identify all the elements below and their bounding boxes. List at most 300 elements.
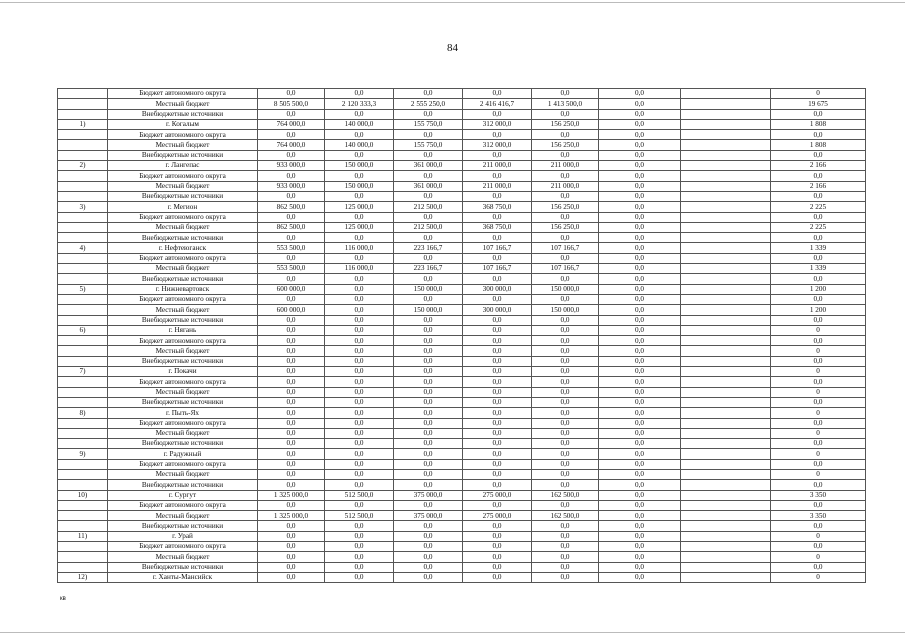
col-result: 3 350 [771,511,866,521]
col-year-3: 0,0 [463,408,532,418]
col-year-2: 212 500,0 [394,202,463,212]
col-year-5: 0,0 [599,284,681,294]
col-result: 0,0 [771,130,866,140]
col-year-2: 361 000,0 [394,161,463,171]
col-year-4: 211 000,0 [532,181,599,191]
row-number [58,418,108,428]
col-result: 0,0 [771,109,866,119]
col-year-2: 0,0 [394,212,463,222]
table-row [58,542,866,552]
col-year-3: 211 000,0 [463,161,532,171]
row-number [58,274,108,284]
col-year-4: 107 166,7 [532,243,599,253]
col-year-2: 0,0 [394,367,463,377]
col-total: 0,0 [258,542,325,552]
col-year-5: 0,0 [599,181,681,191]
col-result: 0 [771,346,866,356]
col-year-2: 0,0 [394,439,463,449]
col-year-4: 0,0 [532,542,599,552]
table-row [58,140,866,150]
row-label: Внебюджетные источники [108,480,258,490]
col-year-5: 0,0 [599,274,681,284]
col-year-1: 0,0 [325,336,394,346]
col-year-1: 0,0 [325,89,394,99]
col-blank [681,500,771,510]
col-year-3: 0,0 [463,315,532,325]
row-label: Внебюджетные источники [108,356,258,366]
table-row [58,89,866,99]
row-number [58,387,108,397]
table-row [58,397,866,407]
col-blank [681,243,771,253]
col-year-1: 0,0 [325,274,394,284]
col-year-4: 162 500,0 [532,490,599,500]
col-blank [681,294,771,304]
col-year-3: 0,0 [463,233,532,243]
col-blank [681,418,771,428]
row-number [58,428,108,438]
col-year-1: 116 000,0 [325,243,394,253]
row-number [58,542,108,552]
col-year-5: 0,0 [599,562,681,572]
col-year-3: 0,0 [463,521,532,531]
col-year-3: 211 000,0 [463,181,532,191]
col-total: 0,0 [258,377,325,387]
col-result: 1 339 [771,264,866,274]
col-year-3: 0,0 [463,253,532,263]
col-year-4: 156 250,0 [532,140,599,150]
col-year-4: 0,0 [532,480,599,490]
col-blank [681,408,771,418]
col-year-2: 0,0 [394,521,463,531]
col-year-4: 0,0 [532,356,599,366]
col-result: 0,0 [771,356,866,366]
row-label: Бюджет автономного округа [108,500,258,510]
col-year-5: 0,0 [599,449,681,459]
col-year-4: 0,0 [532,325,599,335]
table-row [58,356,866,366]
col-blank [681,274,771,284]
table-row [58,264,866,274]
col-year-3: 0,0 [463,397,532,407]
row-label: г. Радужный [108,449,258,459]
col-year-5: 0,0 [599,253,681,263]
col-result: 0,0 [771,521,866,531]
row-number [58,377,108,387]
row-number [58,212,108,222]
table-row [58,171,866,181]
col-result: 1 808 [771,140,866,150]
col-total: 0,0 [258,253,325,263]
col-result: 0,0 [771,397,866,407]
row-label: Бюджет автономного округа [108,294,258,304]
col-result: 0,0 [771,500,866,510]
col-year-1: 0,0 [325,367,394,377]
row-label: Бюджет автономного округа [108,212,258,222]
col-blank [681,140,771,150]
row-number [58,521,108,531]
col-total: 0,0 [258,325,325,335]
col-year-3: 0,0 [463,562,532,572]
col-year-3: 0,0 [463,387,532,397]
col-year-2: 361 000,0 [394,181,463,191]
col-year-5: 0,0 [599,243,681,253]
col-result: 0,0 [771,542,866,552]
row-number [58,150,108,160]
col-total: 764 000,0 [258,140,325,150]
col-year-4: 0,0 [532,387,599,397]
row-number [58,511,108,521]
col-year-2: 0,0 [394,480,463,490]
col-total: 862 500,0 [258,202,325,212]
col-blank [681,233,771,243]
row-number [58,305,108,315]
col-year-1: 0,0 [325,325,394,335]
col-result: 0 [771,428,866,438]
col-result: 0,0 [771,459,866,469]
row-number [58,140,108,150]
col-year-3: 0,0 [463,572,532,582]
col-total: 764 000,0 [258,119,325,129]
row-number [58,346,108,356]
col-year-2: 155 750,0 [394,119,463,129]
col-year-4: 156 250,0 [532,202,599,212]
table-row [58,305,866,315]
col-year-1: 0,0 [325,284,394,294]
col-year-1: 2 120 333,3 [325,99,394,109]
col-year-5: 0,0 [599,439,681,449]
col-year-2: 212 500,0 [394,222,463,232]
table-row [58,150,866,160]
row-number: 7) [58,367,108,377]
col-year-5: 0,0 [599,161,681,171]
col-blank [681,562,771,572]
col-blank [681,511,771,521]
row-label: Местный бюджет [108,305,258,315]
col-total: 0,0 [258,397,325,407]
table-row [58,253,866,263]
table-row [58,439,866,449]
col-total: 553 500,0 [258,243,325,253]
col-result: 2 225 [771,222,866,232]
col-result: 0,0 [771,562,866,572]
row-label: Местный бюджет [108,346,258,356]
col-result: 2 166 [771,161,866,171]
col-year-4: 1 413 500,0 [532,99,599,109]
table-row [58,552,866,562]
col-total: 0,0 [258,552,325,562]
col-year-5: 0,0 [599,459,681,469]
row-number [58,552,108,562]
col-blank [681,171,771,181]
col-blank [681,397,771,407]
table-row [58,212,866,222]
col-year-1: 0,0 [325,459,394,469]
col-total: 553 500,0 [258,264,325,274]
col-blank [681,531,771,541]
row-label: г. Нефтеюганск [108,243,258,253]
col-year-3: 0,0 [463,130,532,140]
col-total: 1 325 000,0 [258,490,325,500]
col-result: 0 [771,552,866,562]
col-blank [681,480,771,490]
row-label: Местный бюджет [108,552,258,562]
col-year-3: 0,0 [463,212,532,222]
col-year-1: 140 000,0 [325,140,394,150]
col-year-5: 0,0 [599,469,681,479]
col-year-1: 0,0 [325,130,394,140]
col-year-3: 2 416 416,7 [463,99,532,109]
row-label: Местный бюджет [108,140,258,150]
col-year-5: 0,0 [599,99,681,109]
row-label: Бюджет автономного округа [108,130,258,140]
col-year-2: 375 000,0 [394,511,463,521]
col-year-5: 0,0 [599,305,681,315]
table-row [58,480,866,490]
municipality-row [58,284,866,294]
col-year-1: 0,0 [325,572,394,582]
col-blank [681,284,771,294]
table-row [58,500,866,510]
col-result: 0,0 [771,377,866,387]
col-total: 0,0 [258,531,325,541]
municipality-row [58,572,866,582]
col-year-1: 0,0 [325,212,394,222]
col-year-1: 0,0 [325,253,394,263]
col-result: 0 [771,367,866,377]
col-year-3: 0,0 [463,542,532,552]
col-year-3: 0,0 [463,439,532,449]
col-year-3: 0,0 [463,109,532,119]
col-year-2: 0,0 [394,428,463,438]
col-year-3: 0,0 [463,346,532,356]
col-total: 1 325 000,0 [258,511,325,521]
col-year-2: 0,0 [394,552,463,562]
row-label: Местный бюджет [108,387,258,397]
row-label: Местный бюджет [108,181,258,191]
col-total: 0,0 [258,212,325,222]
row-number: 5) [58,284,108,294]
col-year-2: 0,0 [394,562,463,572]
table-row [58,233,866,243]
table-body [58,89,866,583]
col-result: 0,0 [771,439,866,449]
col-year-1: 0,0 [325,428,394,438]
col-year-3: 0,0 [463,449,532,459]
col-year-4: 0,0 [532,274,599,284]
col-year-1: 0,0 [325,418,394,428]
col-year-1: 125 000,0 [325,202,394,212]
col-year-5: 0,0 [599,315,681,325]
col-result: 0,0 [771,150,866,160]
col-result: 19 675 [771,99,866,109]
col-year-3: 300 000,0 [463,305,532,315]
col-blank [681,346,771,356]
row-label: Внебюджетные источники [108,397,258,407]
row-number [58,253,108,263]
row-number [58,294,108,304]
col-total: 0,0 [258,191,325,201]
table-row [58,346,866,356]
col-result: 1 808 [771,119,866,129]
col-year-4: 150 000,0 [532,305,599,315]
col-year-3: 300 000,0 [463,284,532,294]
col-year-3: 0,0 [463,552,532,562]
table-row [58,336,866,346]
col-year-2: 150 000,0 [394,284,463,294]
col-year-2: 0,0 [394,346,463,356]
col-year-2: 0,0 [394,356,463,366]
table-row [58,418,866,428]
col-blank [681,490,771,500]
col-blank [681,89,771,99]
col-year-2: 0,0 [394,233,463,243]
table-row [58,294,866,304]
scan-top-edge [0,2,905,3]
municipality-row [58,367,866,377]
row-number: 10) [58,490,108,500]
col-year-4: 0,0 [532,233,599,243]
row-number [58,439,108,449]
col-year-3: 107 166,7 [463,264,532,274]
col-total: 0,0 [258,449,325,459]
col-result: 0 [771,387,866,397]
row-label: Внебюджетные источники [108,315,258,325]
col-result: 0,0 [771,315,866,325]
col-year-5: 0,0 [599,356,681,366]
row-number [58,562,108,572]
col-year-5: 0,0 [599,233,681,243]
col-result: 0,0 [771,191,866,201]
col-year-5: 0,0 [599,531,681,541]
col-total: 933 000,0 [258,181,325,191]
col-year-4: 0,0 [532,552,599,562]
col-year-1: 0,0 [325,150,394,160]
col-year-5: 0,0 [599,336,681,346]
col-year-3: 0,0 [463,469,532,479]
col-year-5: 0,0 [599,552,681,562]
col-year-2: 0,0 [394,325,463,335]
col-blank [681,119,771,129]
row-label: Бюджет автономного округа [108,542,258,552]
col-year-4: 0,0 [532,439,599,449]
col-year-1: 0,0 [325,521,394,531]
municipality-row [58,490,866,500]
col-total: 0,0 [258,294,325,304]
col-year-5: 0,0 [599,109,681,119]
row-number [58,222,108,232]
col-year-2: 0,0 [394,418,463,428]
col-result: 0,0 [771,418,866,428]
col-total: 0,0 [258,336,325,346]
col-year-1: 140 000,0 [325,119,394,129]
col-year-1: 0,0 [325,233,394,243]
table-row [58,511,866,521]
col-year-4: 0,0 [532,294,599,304]
row-label: г. Ханты-Мансийск [108,572,258,582]
col-blank [681,469,771,479]
col-year-5: 0,0 [599,367,681,377]
col-year-5: 0,0 [599,325,681,335]
col-year-3: 0,0 [463,171,532,181]
row-label: Местный бюджет [108,222,258,232]
col-blank [681,387,771,397]
row-label: Местный бюджет [108,99,258,109]
col-total: 0,0 [258,459,325,469]
col-year-1: 0,0 [325,542,394,552]
row-number: 9) [58,449,108,459]
col-year-5: 0,0 [599,418,681,428]
col-year-4: 0,0 [532,428,599,438]
col-result: 0 [771,572,866,582]
col-year-2: 155 750,0 [394,140,463,150]
row-label: Местный бюджет [108,511,258,521]
col-result: 0 [771,469,866,479]
col-year-1: 0,0 [325,500,394,510]
col-year-3: 0,0 [463,274,532,284]
row-label: Внебюджетные источники [108,233,258,243]
col-blank [681,99,771,109]
col-total: 0,0 [258,572,325,582]
row-label: Внебюджетные источники [108,439,258,449]
table-row [58,377,866,387]
col-total: 0,0 [258,439,325,449]
col-year-5: 0,0 [599,212,681,222]
col-year-1: 0,0 [325,294,394,304]
col-year-1: 0,0 [325,315,394,325]
col-year-2: 0,0 [394,449,463,459]
col-year-2: 0,0 [394,572,463,582]
col-year-3: 0,0 [463,89,532,99]
col-year-1: 125 000,0 [325,222,394,232]
row-label: Бюджет автономного округа [108,89,258,99]
col-year-4: 156 250,0 [532,119,599,129]
col-year-5: 0,0 [599,150,681,160]
row-number [58,99,108,109]
col-year-2: 0,0 [394,387,463,397]
col-year-3: 312 000,0 [463,140,532,150]
table-row [58,459,866,469]
col-total: 0,0 [258,500,325,510]
col-year-4: 0,0 [532,191,599,201]
col-year-2: 150 000,0 [394,305,463,315]
col-year-1: 0,0 [325,449,394,459]
row-number [58,181,108,191]
col-blank [681,130,771,140]
col-year-3: 107 166,7 [463,243,532,253]
row-number: 12) [58,572,108,582]
col-year-3: 0,0 [463,377,532,387]
col-year-5: 0,0 [599,490,681,500]
row-label: г. Мегион [108,202,258,212]
col-year-3: 0,0 [463,336,532,346]
row-number: 8) [58,408,108,418]
col-total: 0,0 [258,428,325,438]
municipality-row [58,243,866,253]
col-year-1: 0,0 [325,439,394,449]
col-blank [681,521,771,531]
col-year-2: 0,0 [394,377,463,387]
col-year-5: 0,0 [599,521,681,531]
col-result: 0 [771,325,866,335]
col-result: 0 [771,531,866,541]
col-year-4: 211 000,0 [532,161,599,171]
col-year-2: 0,0 [394,171,463,181]
col-year-2: 0,0 [394,274,463,284]
col-blank [681,377,771,387]
row-number [58,459,108,469]
row-number [58,469,108,479]
